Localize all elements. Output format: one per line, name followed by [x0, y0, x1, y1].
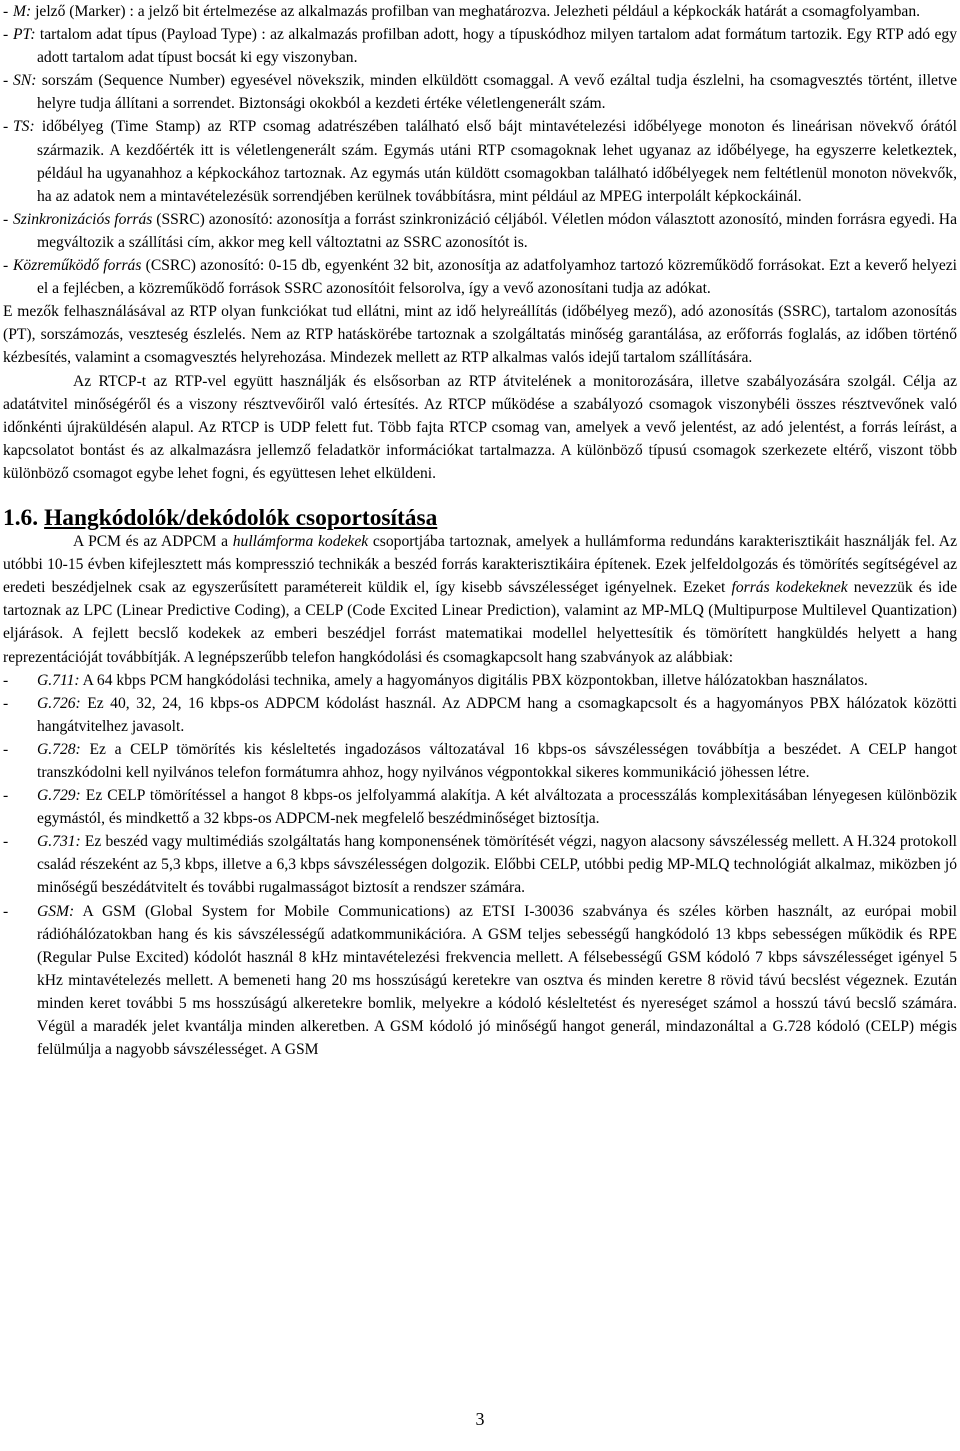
list-text: Ez beszéd vagy multimédiás szolgáltatás hang komponensének tömörítését végzi, nagyon alacsony sávszélesség mellett. A H.324 protokoll család részeként az 5,3 kbps, illetve a 6,3 kbps sávszélességen dolgozik. Előbbi CELP, utóbbi pedig MP-MLQ technológiát alkalmaz, miközben jó minőségű beszédátvitelt és további rugalmasságot biztosít a rendszer számára.	[37, 833, 957, 897]
list-dash: -	[3, 671, 9, 689]
paragraph-text: csoportjába tartoznak, amelyek a hullámforma redundáns karakterisztikáit használják fel. Az utóbbi 10-15 évben kifejlesztett más kompresszió technikák a beszéd forrás karakterisztikáira építenek. Ezek jelfeldolgozás és tömörítés segítségével az eredeti beszédjelnek csak az egyszerűsített paramétereit küldik el, így kisebb sávszélességet igényelnek. Ezeket	[3, 533, 957, 597]
list-term: SN:	[13, 72, 37, 90]
paragraph-rtcp: Az RTCP-t az RTP-vel együtt használják és elsősorban az RTP átvitelének a monitorozására, illetve szabályozására szolgál. Célja az adatátvitel minőségéről és a viszony résztvevőiről való értesítés. Az RTCP működése a szabályozó csomagok viszonybéli összes résztvevőnek való időnkénti újraküldésén alapul. Az RTCP is UDP felett fut. Több fajta RTCP csomag van, amelyek a vevő jelentést, az adó jelentést, a forrás leírást, a kapcsolatot bontást és az alkalmazásra jellemző feladatkör információkat tartalmazza. A különböző típusú csomagok szerkezete eltérő, viszont több különböző csomagot egybe lehet fogni, és együttesen lehet elküldeni.	[3, 372, 957, 482]
list-text: (SSRC) azonosító: azonosítja a forrást szinkronizáció céljából. Véletlen módon választott azonosító, minden forrásra egyedi. Ha megváltozik a szállítási cím, akkor meg kell változtatni az SSRC azonosítót is.	[37, 210, 957, 251]
list-item	[3, 23, 957, 69]
list-term: TS:	[13, 118, 35, 136]
emphasis-text: hullámforma kodekek	[232, 533, 369, 551]
list-item	[3, 900, 957, 1062]
section-title: Hangkódolók/dekódolók csoportosítása	[44, 504, 438, 531]
list-text: A GSM (Global System for Mobile Communications) az ETSI I-30036 szabványa és széles körben használt, az európai mobil rádióhálózatokban hang és kis sávszélességű adatkommunikációra. A GSM teljes sebességű hangkódoló 13 kbps sebességen működik és RPE (Regular Pulse Excited) kódolót használ 8 kHz mintavételezési frekvencia mellett. A félsebességű GSM kódoló 7 kbps sávszélességet igényel 5 kHz mintavételezés mellett. A bemeneti hang 20 ms hosszúságú keretekre van osztva és minden keretre 8 rövid távú becslést végeznek. Ezután minden keret további 5 ms hosszúságú alkeretekre bomlik, melyekre a kódoló késleltetést és nyereséget számol a hosszú távú becslő számára. Végül a maradék jelet kvantálja minden alkeretben. A GSM kódoló jó minőségű hangot generál, mindazonáltal a G.728 kódoló (CELP) mégis felülmúlja a nagyobb sávszélességet. A GSM	[37, 902, 957, 1059]
list-term: G.729:	[37, 787, 81, 805]
list-item	[3, 208, 957, 254]
list-item	[3, 738, 957, 784]
list-dash: -	[3, 694, 9, 712]
list-dash: -	[3, 740, 9, 758]
list-term: G.731:	[37, 833, 81, 851]
list-dash: -	[3, 72, 9, 90]
list-dash: -	[3, 902, 9, 920]
list-item	[3, 69, 957, 115]
list-item	[3, 669, 957, 692]
section-heading	[3, 504, 957, 531]
list-term: G.728:	[37, 740, 81, 758]
list-text: jelző (Marker) : a jelző bit értelmezése az alkalmazás profilban van meghatározva. Jelezheti például a képkockák határát a csomagfolyamban.	[31, 3, 921, 20]
list-text: A 64 kbps PCM hangkódolási technika, amely a hagyományos digitális PBX központokban, illetve hálózatokban használatos.	[79, 671, 868, 689]
emphasis-text: forrás kodekeknek	[731, 579, 848, 597]
list-dash: -	[3, 3, 9, 20]
list-item	[3, 692, 957, 738]
list-text: Ez 40, 32, 24, 16 kbps-os ADPCM kódolást használ. Az ADPCM hang a csomagkapcsolt és a hagyományos PBX hálózatok közötti hangátvitelhez javasolt.	[37, 694, 957, 735]
list-term: M:	[13, 3, 32, 20]
list-term: G.711:	[37, 671, 80, 689]
list-dash: -	[3, 118, 9, 136]
list-dash: -	[3, 26, 9, 44]
list-text: sorszám (Sequence Number) egyesével növekszik, minden elküldött csomaggal. A vevő ezáltal tudja észlelni, ha csomagvesztés történt, illetve helyre tudja állítani a sorrendet. Biztonsági okokból a kezdeti értéke véletlengenerált szám.	[36, 72, 957, 113]
list-term: Közreműködő forrás	[13, 257, 142, 275]
list-item	[3, 830, 957, 899]
list-item	[3, 0, 957, 23]
list-term: Szinkronizációs forrás	[13, 210, 153, 228]
list-text: időbélyeg (Time Stamp) az RTP csomag adatrészében található első bájt mintavételezési időbélyege monoton és lineárisan növekvő órától származik. A kezdőérték itt is véletlengenerált szám. Egymás utáni RTP csomagoknak lehet ugyanaz az időbélyege, ha egyszerre keletkeztek, például ha ugyanahhoz a képkockához tartoznak. Az egymás után küldött csomagokban található időbélyegek nem feltétlenül monoton növekvők, ha az adatok nem a mintavételezésük sorrendjében kerülnek továbbításra, mint például az MPEG interpolált képkockáinál.	[34, 118, 957, 205]
paragraph-text: nevezzük és ide tartoznak az LPC (Linear Predictive Coding), a CELP (Code Excited Linear Prediction), valamint az MP-MLQ (Multipurpose Multilevel Quantization) eljárások. A fejlett becslő kodekek az emberi beszédjel forrást matematikai modellel helyettesítik és tömörített hangküldés helyett a hang reprezentációját továbbítják. A legnépszerűbb telefon hangkódolási és csomagkapcsolt hang szabványok az alábbiak:	[3, 579, 957, 666]
codec-standard-list	[3, 669, 957, 1062]
paragraph-codecs	[3, 530, 957, 669]
list-dash: -	[3, 833, 9, 851]
list-item	[3, 115, 957, 207]
list-text: tartalom adat típus (Payload Type) : az alkalmazás profilban adott, hogy a típuskódhoz milyen tartalom adat formátum tartozik. Egy RTP adó egy adott tartalom adat típust bocsát ki egy viszonyban.	[35, 26, 957, 67]
list-term: GSM:	[37, 902, 75, 920]
list-term: PT:	[13, 26, 36, 44]
list-text: Ez CELP tömörítéssel a hangot 8 kbps-os jelfolyammá alakítja. A két alváltozata a processzálás komplexitásában lényegesen különbözik egymástól, és mindkettő a 32 kbps-os ADPCM-nek megfelelő beszédminőséget biztosítja.	[37, 787, 957, 828]
paragraph-rtp-functions: E mezők felhasználásával az RTP olyan funkciókat tud ellátni, mint az idő helyreállítás (időbélyeg mező), adó azonosítás (SSRC), tartalom azonosítás (PT), sorszámozás, veszteség észlelés. Nem az RTP hatáskörébe tartoznak a szolgáltatás minőség garantálása, az erőforrás foglalás, az időben történő kézbesítés, valamint a csomagvesztés helyrehozása. Mindezek mellett az RTP alkalmas valós idejű tartalom szállítására.	[3, 303, 957, 367]
list-item	[3, 254, 957, 300]
list-dash: -	[3, 787, 9, 805]
section-number: 1.6.	[3, 504, 39, 531]
paragraph-text: A PCM és az ADPCM a	[73, 533, 233, 551]
list-term: G.726:	[37, 694, 81, 712]
list-text: Ez a CELP tömörítés kis késleltetés ingadozásos változatával 16 kbps-os sávszélességen továbbítja a beszédet. A CELP hangot transzkódolni kell nyilvános telefon formátumra ahhoz, hogy nyilvános végpontokkal sikeres kommunikáció jöhessen létre.	[37, 740, 957, 781]
page-number: 3	[475, 1409, 485, 1429]
list-dash: -	[3, 210, 9, 228]
rtp-header-field-list	[3, 0, 957, 300]
list-item	[3, 784, 957, 830]
list-text: (CSRC) azonosító: 0-15 db, egyenként 32 bit, azonosítja az adatfolyamhoz tartozó közreműködő forrásokat. Ezt a keverő helyezi el a fejlécben, a közreműködő források SSRC azonosítóit felsorolva, így a vevő azonosítani tudja az adókat.	[37, 257, 957, 298]
list-dash: -	[3, 257, 9, 275]
